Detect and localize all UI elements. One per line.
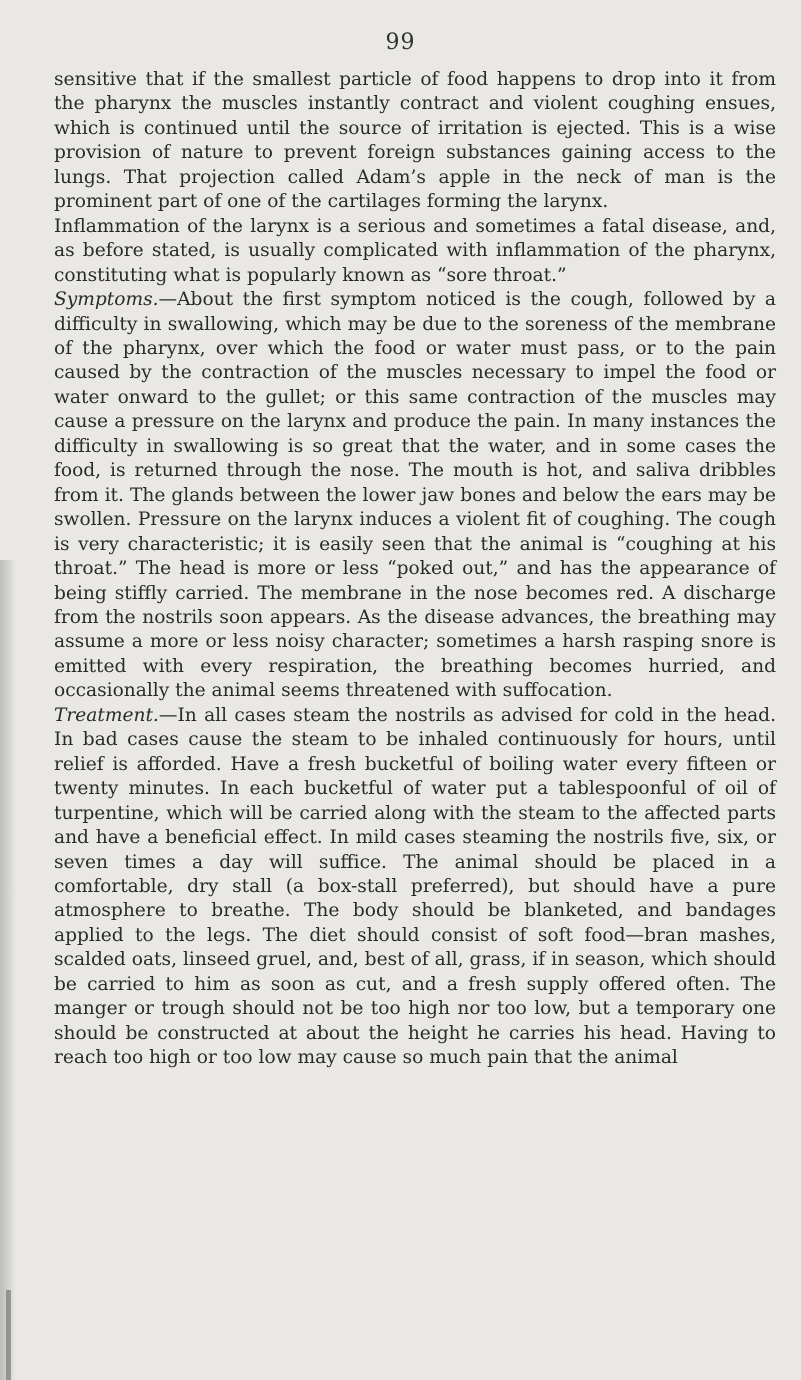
page-number: 99 <box>385 30 416 55</box>
page-edge-mark <box>6 1290 11 1380</box>
paragraph-symptoms <box>54 288 776 704</box>
paragraph-text: Inflammation of the larynx is a serious and sometimes a fatal disease, and, as before stated, is usually complicated with inflammation of the pharynx, constituting what is popularly known as “sore throat.” <box>54 215 776 286</box>
treatment-heading: Treatment. <box>54 704 159 726</box>
paragraph-larynx-sensitivity <box>54 68 776 215</box>
paragraph-text: sensitive that if the smallest particle of food happens to drop into it from the pharynx the muscles instantly contract and violent coughing ensues, which is continued until the source of irritation is ejected. This is a wise provision of nature to prevent foreign substances gaining access to the lungs. That projection called Adam’s apple in the neck of man is the prominent part of one of the cartilages forming the larynx. <box>54 69 776 213</box>
paragraph-inflammation <box>54 215 776 288</box>
paragraph-treatment <box>54 704 776 1071</box>
page-edge-shadow <box>0 560 16 1380</box>
paragraph-text: —In all cases steam the nostrils as advised for cold in the head. In bad cases cause the steam to be inhaled continuously for hours, until relief is afforded. Have a fresh bucketful of boiling water every fifteen or twenty minutes. In each bucketful of water put a tablespoonful of oil of turpentine, which will be carried along with the steam to the affected parts and have a beneficial effect. In mild cases steaming the nostrils five, six, or seven times a day will suffice. The animal should be placed in a comfortable, dry stall (a box-stall preferred), but should have a pure atmosphere to breathe. The body should be blanketed, and bandages applied to the legs. The diet should consist of soft food—bran mashes, scalded oats, linseed gruel, and, best of all, grass, if in season, which should be carried to him as soon as cut, and a fresh supply offered often. The manger or trough should not be too high nor too low, but a temporary one should be constructed at about the height he carries his head. Having to reach too high or too low may cause so much pain that the animal <box>54 704 776 1069</box>
symptoms-heading: Symptoms. <box>54 289 159 311</box>
paragraph-text: —About the first symptom noticed is the cough, followed by a difficulty in swallowing, which may be due to the soreness of the membrane of the pharynx, over which the food or water must pass, or to the pain caused by the contraction of the muscles necessary to impel the food or water onward to the gullet; or this same contraction of the muscles may cause a pressure on the larynx and produce the pain. In many instances the difficulty in swallowing is so great that the water, and in some cases the food, is returned through the nose. The mouth is hot, and saliva dribbles from it. The glands between the lower jaw bones and below the ears may be swollen. Pressure on the larynx induces a violent fit of coughing. The cough is very characteristic; it is easily seen that the animal is “coughing at his throat.” The head is more or less “poked out,” and has the appearance of being stiffly carried. The membrane in the nose becomes red. A discharge from the nostrils soon appears. As the disease advances, the breathing may assume a more or less noisy character; sometimes a harsh rasping snore is emitted with every respiration, the breathing becomes hurried, and occasionally the animal seems threatened with suffocation. <box>54 289 776 702</box>
page-body <box>54 68 776 1071</box>
